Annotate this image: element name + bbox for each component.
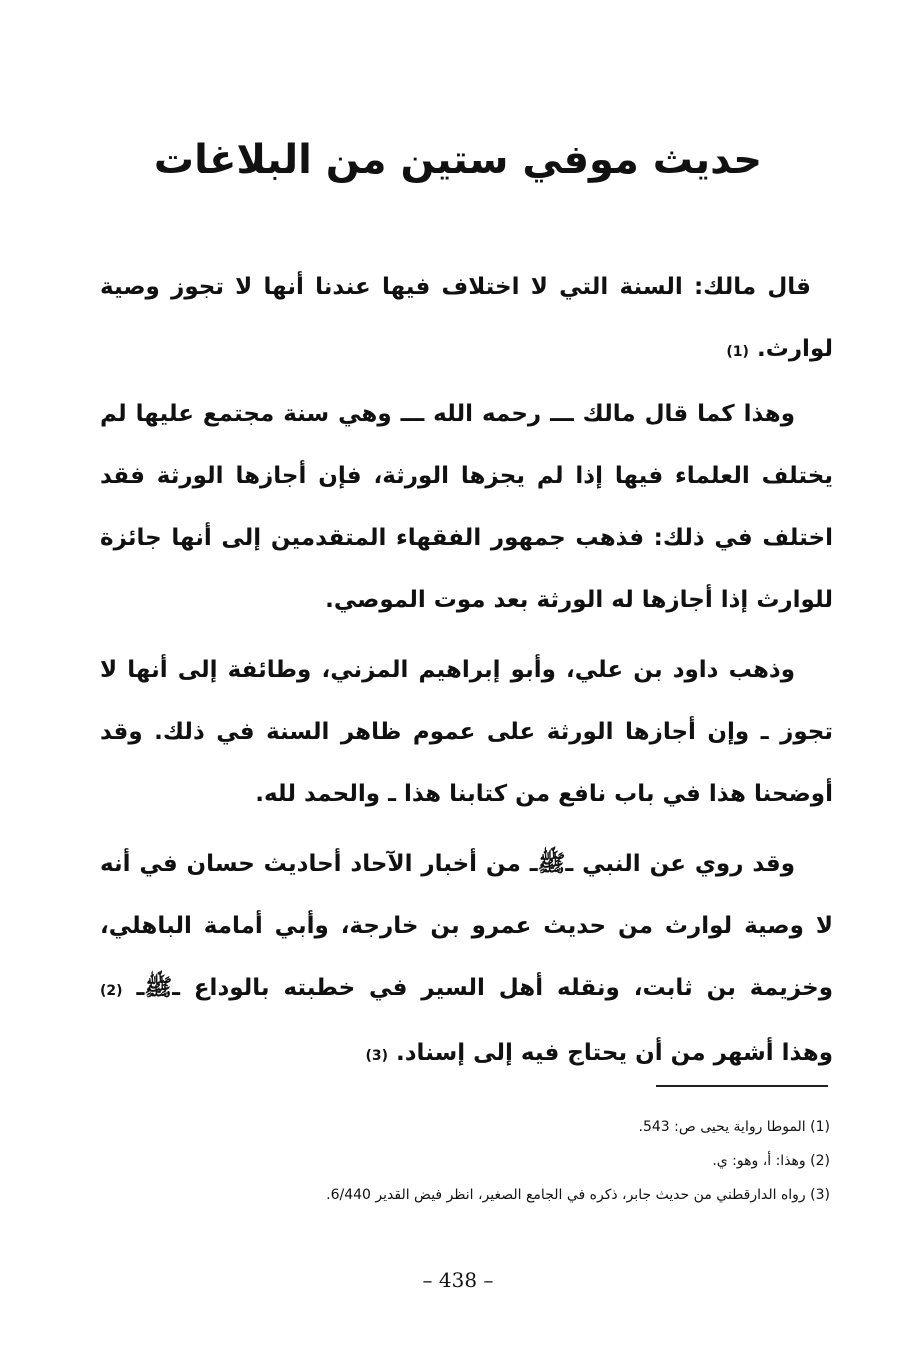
footnote-3: (3) رواه الدارقطني من حديث جابر، ذكره في الجامع الصغير، انظر فيض القدير 6/440. xyxy=(326,1187,830,1203)
page-number: – 438 – xyxy=(422,1268,494,1292)
main-text xyxy=(100,256,833,1087)
paragraph-1-text: قال مالك: السنة التي لا اختلاف فيها عندنا أنها لا تجوز وصية لوارث. xyxy=(100,274,833,362)
footnotes xyxy=(120,1110,830,1212)
footnote-2: (2) وهذا: أ، وهو: ي. xyxy=(712,1153,830,1169)
paragraph-3-text: وذهب داود بن علي، وأبو إبراهيم المزني، وطائفة إلى أنها لا تجوز ـ وإن أجازها الورثة على عموم ظاهر السنة في ذلك. وقد أوضحنا هذا في باب نافع من كتابنا هذا ـ والحمد لله. xyxy=(100,657,833,807)
footnote-ref-3: (3) xyxy=(365,1048,388,1064)
paragraph-4 xyxy=(100,833,833,1087)
paragraph-4-text-a: وقد روي عن النبي ـﷺـ من أخبار الآحاد أحاديث حسان في أنه لا وصية لوارث من حديث عمرو بن خارجة، وأبي أمامة الباهلي، وخزيمة بن ثابت، ونقله أهل السير في خطبته بالوداع ـﷺـ xyxy=(100,851,833,1001)
paragraph-3 xyxy=(100,639,833,825)
paragraph-4-text-b: وهذا أشهر من أن يحتاج فيه إلى إسناد. xyxy=(396,1040,833,1066)
footnote-separator xyxy=(656,1085,828,1087)
page-title: حديث موفي ستين من البلاغات xyxy=(153,137,763,183)
paragraph-1 xyxy=(100,256,833,383)
paragraph-2 xyxy=(100,383,833,631)
footnote-1: (1) الموطا رواية يحيى ص: 543. xyxy=(638,1119,830,1135)
footnote-ref-1: (1) xyxy=(726,344,749,360)
paragraph-2-text: وهذا كما قال مالك ـــ رحمه الله ـــ وهي سنة مجتمع عليها لم يختلف العلماء فيها إذا لم يجزها الورثة، فإن أجازها الورثة فقد اختلف في ذلك: فذهب جمهور الفقهاء المتقدمين إلى أنها جائزة للوارث إذا أجازها له الورثة بعد موت الموصي. xyxy=(100,401,833,613)
footnote-ref-2: (2) xyxy=(100,983,123,999)
